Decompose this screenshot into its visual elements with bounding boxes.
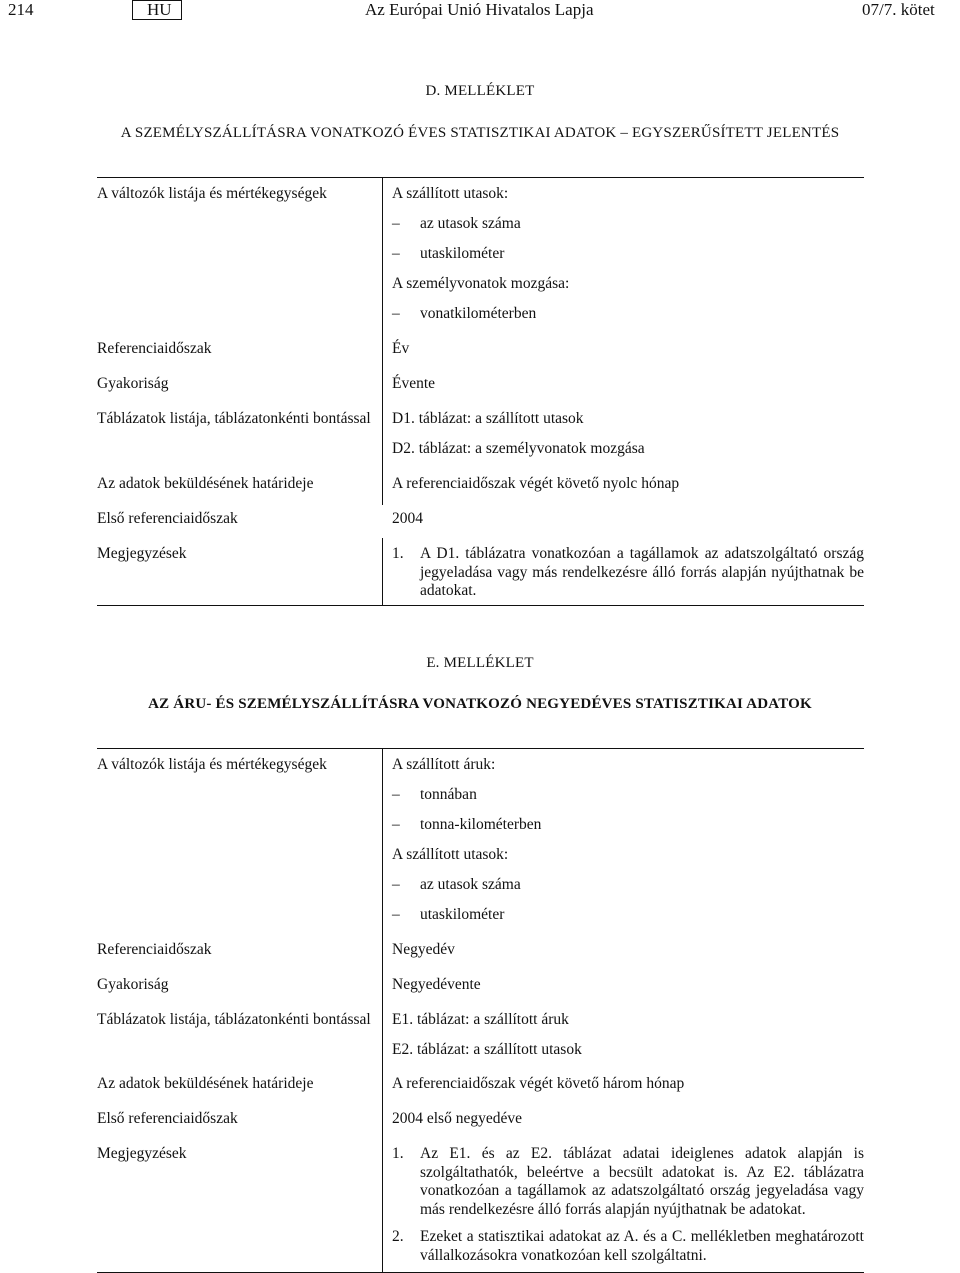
label-frequency: Gyakoriság — [97, 375, 169, 392]
note-number: 1. — [392, 545, 404, 562]
variable-item: tonnában — [420, 786, 477, 803]
reference-period-value: Negyedév — [392, 941, 455, 958]
note-number: 1. — [392, 1145, 404, 1162]
label-first-period: Első referenciaidőszak — [97, 1110, 238, 1127]
label-notes: Megjegyzések — [97, 1145, 187, 1162]
dash: – — [392, 786, 400, 803]
variable-item: utaskilométer — [420, 245, 505, 262]
reference-period-value: Év — [392, 340, 410, 357]
variable-item: az utasok száma — [420, 876, 521, 893]
annex-e-title: AZ ÁRU- ÉS SZEMÉLYSZÁLLÍTÁSRA VONATKOZÓ NEGYEDÉVES STATISZTIKAI ADATOK — [148, 696, 812, 712]
annex-d-title: A SZEMÉLYSZÁLLÍTÁSRA VONATKOZÓ ÉVES STATISZTIKAI ADATOK – EGYSZERŰSÍTETT JELENTÉS — [120, 125, 840, 141]
variable-item: az utasok száma — [420, 215, 521, 232]
label-variables: A változók listája és mértékegységek — [97, 756, 327, 773]
journal-title: Az Európai Unió Hivatalos Lapja — [365, 0, 594, 19]
dash: – — [392, 245, 400, 262]
table-top-rule — [97, 177, 864, 178]
variable-item: tonna-kilométerben — [420, 816, 542, 833]
variables-group-passengers: A szállított utasok: — [392, 846, 509, 863]
table-entry: E1. táblázat: a szállított áruk — [392, 1011, 569, 1028]
first-period-value: 2004 első negyedéve — [392, 1110, 522, 1127]
annex-d-heading: D. MELLÉKLET — [425, 83, 535, 99]
table-entry: E2. táblázat: a szállított utasok — [392, 1041, 582, 1058]
note-text: Az E1. és az E2. táblázat adatai ideiglenes adatok alapján is szolgáltathatók, beleértve a becsült adatokat is. Az E2. táblázatra vonatkozóan a tagállamok az adatszolgáltató ország jegyeladása vagy más rendelkezésre álló forrás alapján nyújthatnak be adatokat. — [420, 1145, 864, 1218]
label-notes: Megjegyzések — [97, 545, 187, 562]
variable-item: utaskilométer — [420, 906, 505, 923]
label-frequency: Gyakoriság — [97, 976, 169, 993]
note-text: A D1. táblázatra vonatkozóan a tagállamok az adatszolgáltató ország jegyeladása vagy más rendelkezésre álló forrás alapján nyújthatnak be adatokat. — [420, 545, 864, 599]
label-deadline: Az adatok beküldésének határideje — [97, 1075, 314, 1092]
note-text: Ezeket a statisztikai adatokat az A. és a C. mellékletben meghatározott vállalkozásokra vonatkozóan kell szolgáltatni. — [420, 1228, 864, 1264]
dash: – — [392, 215, 400, 232]
label-reference-period: Referenciaidőszak — [97, 340, 212, 357]
annex-e-heading: E. MELLÉKLET — [426, 655, 534, 671]
dash: – — [392, 906, 400, 923]
label-tables: Táblázatok listája, táblázatonkénti bontással — [97, 1011, 371, 1028]
note-number: 2. — [392, 1228, 404, 1245]
table-column-divider — [382, 748, 383, 1273]
variables-group-goods: A szállított áruk: — [392, 756, 496, 773]
deadline-value: A referenciaidőszak végét követő nyolc hónap — [392, 475, 680, 492]
table-entry: D1. táblázat: a szállított utasok — [392, 410, 584, 427]
dash: – — [392, 305, 400, 322]
frequency-value: Évente — [392, 375, 436, 392]
label-tables: Táblázatok listája, táblázatonkénti bontással — [97, 410, 371, 427]
language-code: HU — [147, 0, 172, 19]
table-top-rule — [97, 748, 864, 749]
label-reference-period: Referenciaidőszak — [97, 941, 212, 958]
variable-item: vonatkilométerben — [420, 305, 537, 322]
dash: – — [392, 816, 400, 833]
label-deadline: Az adatok beküldésének határideje — [97, 475, 314, 492]
label-first-period: Első referenciaidőszak — [97, 510, 238, 527]
deadline-value: A referenciaidőszak végét követő három hónap — [392, 1075, 685, 1092]
table-column-divider — [382, 538, 383, 605]
label-variables: A változók listája és mértékegységek — [97, 185, 327, 202]
table-bottom-rule — [97, 605, 864, 606]
table-column-divider — [382, 177, 383, 505]
page-number: 214 — [8, 0, 34, 19]
table-entry: D2. táblázat: a személyvonatok mozgása — [392, 440, 645, 457]
first-period-value: 2004 — [392, 510, 423, 527]
variables-group-passengers: A szállított utasok: — [392, 185, 509, 202]
frequency-value: Negyedévente — [392, 976, 481, 993]
dash: – — [392, 876, 400, 893]
volume-label: 07/7. kötet — [862, 0, 935, 19]
variables-group-train-movements: A személyvonatok mozgása: — [392, 275, 570, 292]
